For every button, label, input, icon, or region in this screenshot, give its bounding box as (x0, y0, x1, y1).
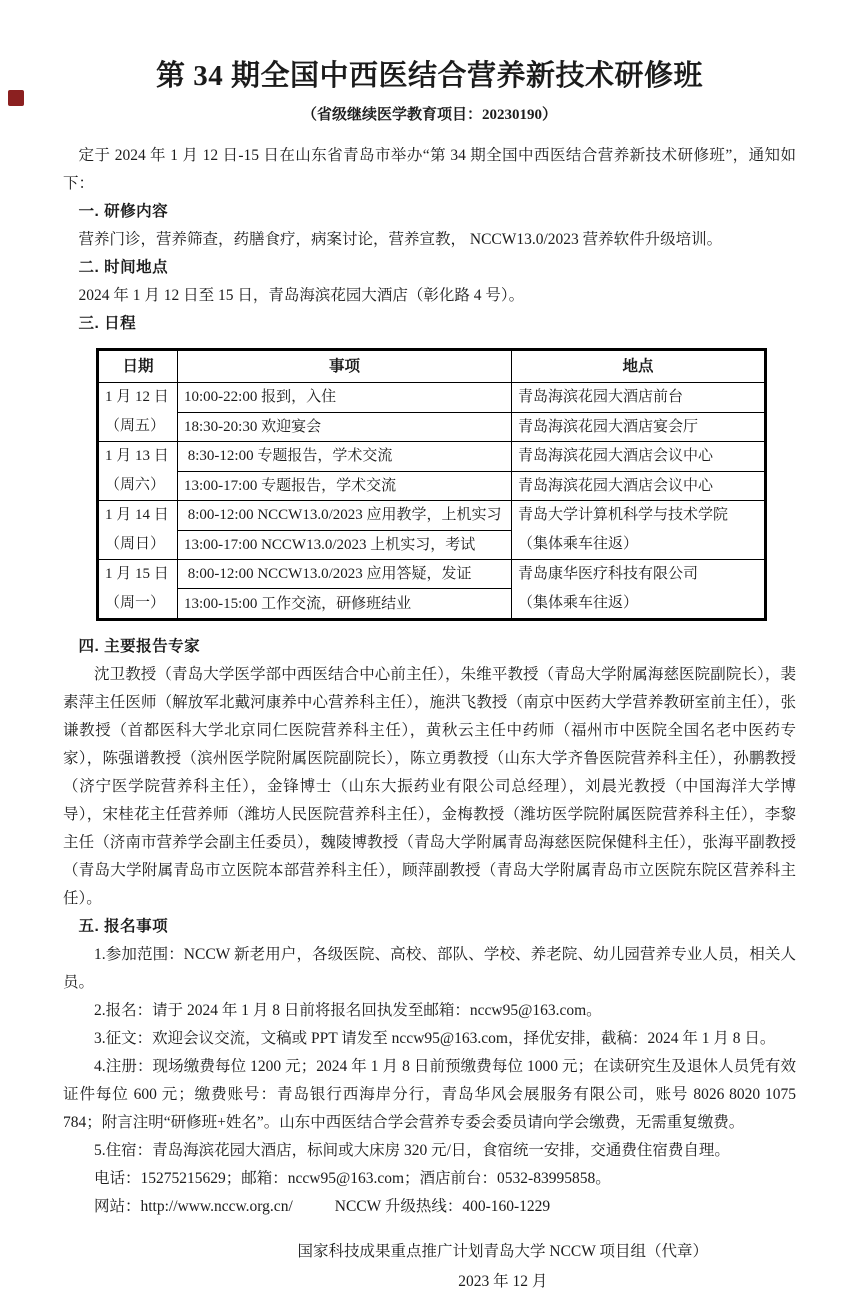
signup-item-3: 3.征文：欢迎会议交流，文稿或 PPT 请发至 nccw95@163.com，择优安排，截稿：2024 年 1 月 8 日。 (94, 1030, 776, 1047)
document-content (0, 56, 859, 1297)
footer-block (63, 1237, 796, 1297)
footer-signature: 国家科技成果重点推广计划青岛大学 NCCW 项目组（代章） (297, 1243, 708, 1260)
document-page (0, 56, 859, 1290)
event-cell: 13:00-15:00 工作交流，研修班结业 (178, 589, 512, 620)
section-2-body: 2024 年 1 月 12 日至 15 日，青岛海滨花园大酒店（彰化路 4 号）。 (78, 287, 525, 304)
section-1-heading: 一. 研修内容 (78, 203, 169, 220)
event-cell: 8:30-12:00 专题报告，学术交流 (178, 442, 512, 472)
date-cell (98, 560, 178, 620)
table-row (98, 560, 766, 589)
section-3-heading: 三. 日程 (78, 315, 137, 332)
place-line: 青岛康华医疗科技有限公司 (518, 566, 699, 582)
contact-phone-line: 电话：15275215629；邮箱：nccw95@163.com；酒店前台：0532-83995858。 (94, 1170, 611, 1187)
date-cell (98, 501, 178, 560)
place-cell: 青岛海滨花园大酒店宴会厅 (512, 412, 766, 442)
table-row (98, 412, 766, 442)
date-text: 1 月 14 日 (105, 507, 169, 523)
place-line: （集体乘车往返） (518, 595, 639, 611)
weekday-text: （周六） (105, 477, 166, 493)
place-line: （集体乘车往返） (518, 536, 639, 552)
intro-paragraph: 定于 2024 年 1 月 12 日-15 日在山东省青岛市举办“第 34 期全国中西医结合营养新技术研修班”，通知如下： (63, 147, 796, 192)
contact-website-line (63, 1193, 796, 1221)
place-cell (512, 560, 766, 620)
schedule-col-event: 事项 (178, 350, 512, 383)
schedule-col-place: 地点 (512, 350, 766, 383)
table-row (98, 471, 766, 501)
page-title: 第 34 期全国中西医结合营养新技术研修班 (155, 60, 703, 92)
website-text: 网站：http://www.nccw.org.cn/ (94, 1198, 293, 1215)
place-cell: 青岛海滨花园大酒店会议中心 (512, 442, 766, 472)
table-row (98, 501, 766, 531)
page-subtitle: （省级继续医学教育项目：20230190） (301, 107, 557, 123)
section-5-heading: 五. 报名事项 (78, 918, 169, 935)
place-line: 青岛大学计算机科学与技术学院 (518, 507, 729, 523)
date-text: 1 月 15 日 (105, 566, 169, 582)
signup-item-1: 1.参加范围：NCCW 新老用户，各级医院、高校、部队、学校、养老院、幼儿园营养专业人员，相关人员。 (63, 946, 796, 991)
table-row (98, 442, 766, 472)
red-square-marker (8, 90, 24, 106)
place-cell: 青岛海滨花园大酒店会议中心 (512, 471, 766, 501)
signup-item-5: 5.住宿：青岛海滨花园大酒店，标间或大床房 320 元/日，食宿统一安排，交通费住宿费自理。 (94, 1142, 730, 1159)
footer-inner (298, 1237, 708, 1297)
table-header-row (98, 350, 766, 383)
weekday-text: （周五） (105, 418, 166, 434)
weekday-text: （周日） (105, 536, 166, 552)
date-cell (98, 383, 178, 442)
signup-item-4: 4.注册：现场缴费每位 1200 元；2024 年 1 月 8 日前预缴费每位 1000 元；在读研究生及退休人员凭有效证件每位 600 元；缴费账号：青岛银行西海岸分行，青岛华风会展服务有限公司，账号 8026 8020 1075 784；附言注明“研修班+姓名”。山东中西医结合学会营养专委会委员请向学会缴费，无需重复缴费。 (63, 1058, 796, 1131)
event-cell: 13:00-17:00 NCCW13.0/2023 上机实习，考试 (178, 530, 512, 560)
event-cell: 18:30-20:30 欢迎宴会 (178, 412, 512, 442)
event-cell: 13:00-17:00 专题报告，学术交流 (178, 471, 512, 501)
schedule-table (96, 348, 767, 621)
date-text: 1 月 13 日 (105, 448, 169, 464)
event-cell: 8:00-12:00 NCCW13.0/2023 应用教学，上机实习 (178, 501, 512, 531)
event-cell: 8:00-12:00 NCCW13.0/2023 应用答疑，发证 (178, 560, 512, 589)
weekday-text: （周一） (105, 595, 166, 611)
section-2-heading: 二. 时间地点 (78, 259, 169, 276)
date-text: 1 月 12 日 (105, 389, 169, 405)
signup-item-2: 2.报名：请于 2024 年 1 月 8 日前将报名回执发至邮箱：nccw95@163.com。 (94, 1002, 602, 1019)
schedule-col-date: 日期 (98, 350, 178, 383)
date-cell (98, 442, 178, 501)
table-row (98, 383, 766, 413)
footer-date: 2023 年 12 月 (458, 1273, 548, 1290)
section-4-heading: 四. 主要报告专家 (78, 638, 201, 655)
hotline-text: NCCW 升级热线：400-160-1229 (334, 1198, 551, 1215)
place-cell (512, 501, 766, 560)
section-1-body: 营养门诊，营养筛查，药膳食疗，病案讨论，营养宣教， NCCW13.0/2023 营养软件升级培训。 (78, 231, 723, 248)
event-cell: 10:00-22:00 报到，入住 (178, 383, 512, 413)
place-cell: 青岛海滨花园大酒店前台 (512, 383, 766, 413)
experts-paragraph: 沈卫教授（青岛大学医学部中西医结合中心前主任），朱维平教授（青岛大学附属海慈医院副院长），裴素萍主任医师（解放军北戴河康养中心营养科主任），施洪飞教授（南京中医药大学营养教研室前主任），张谦教授（首都医科大学北京同仁医院营养科主任），黄秋云主任中药师（福州市中医院全国名老中医药专家），陈强谱教授（滨州医学院附属医院副院长），陈立勇教授（山东大学齐鲁医院营养科主任），孙鹏教授（济宁医学院营养科主任），金锋博士（山东大振药业有限公司总经理），刘晨光教授（中国海洋大学博导），宋桂花主任营养师（潍坊人民医院营养科主任），金梅教授（潍坊医学院附属医院营养科主任），李黎主任（济南市营养学会副主任委员），魏陵博教授（青岛大学附属青岛海慈医院保健科主任），张海平副教授（青岛大学附属青岛市立医院本部营养科主任），顾萍副教授（青岛大学附属青岛市立医院东院区营养科主任）。 (63, 666, 796, 907)
